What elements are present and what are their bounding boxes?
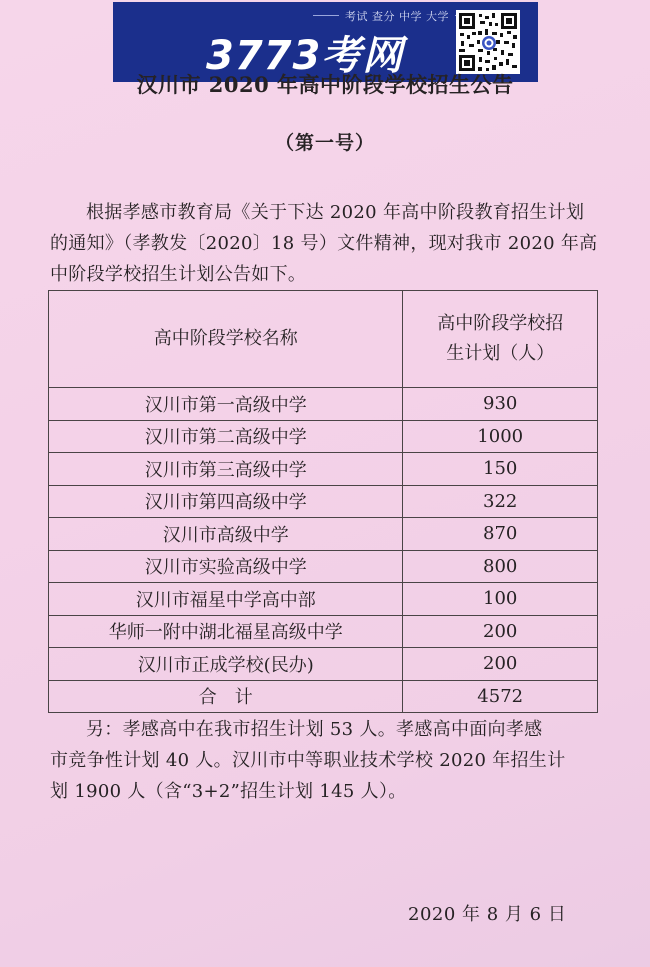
qr-code-icon [456, 10, 520, 74]
table-row [49, 648, 598, 681]
school-name-cell: 汉川市实验高级中学 [49, 550, 403, 583]
header-plan-count [403, 291, 598, 388]
note-line: 市竞争性计划 40 人。汉川市中等职业技术学校 2020 年招生计 [50, 750, 566, 771]
header-school-name: 高中阶段学校名称 [49, 291, 403, 388]
header-plan-count-text: 高中阶段学校招生计划（人） [437, 313, 564, 364]
intro-line: 中阶段学校招生计划公告如下。 [50, 264, 307, 285]
school-name-cell: 汉川市第一高级中学 [49, 388, 403, 421]
school-name-cell: 汉川市正成学校(民办) [49, 648, 403, 681]
table-total-row [49, 680, 598, 713]
plan-count-cell: 870 [403, 518, 598, 551]
plan-count-cell: 150 [403, 453, 598, 486]
plan-count-cell: 800 [403, 550, 598, 583]
plan-count-cell: 200 [403, 648, 598, 681]
school-name-cell: 汉川市第四高级中学 [49, 485, 403, 518]
total-value-cell: 4572 [403, 680, 598, 713]
intro-paragraph [50, 197, 610, 290]
table-row [49, 583, 598, 616]
note-line: 划 1900 人（含“3+2”招生计划 145 人）。 [50, 781, 407, 802]
document-subtitle: （第一号） [274, 132, 375, 154]
intro-line: 根据孝感市教育局《关于下达 2020 年高中阶段教育招生计划 [86, 202, 585, 223]
school-name-cell: 汉川市福星中学高中部 [49, 583, 403, 616]
note-line: 另：孝感高中在我市招生计划 53 人。孝感高中面向孝感 [86, 719, 543, 740]
intro-line: 的通知》（孝教发〔2020〕18 号）文件精神，现对我市 2020 年高 [50, 233, 598, 254]
plan-count-cell: 1000 [403, 420, 598, 453]
total-label-cell: 合 计 [49, 680, 403, 713]
note-paragraph [50, 714, 610, 807]
table-row [49, 485, 598, 518]
school-name-cell: 华师一附中湖北福星高级中学 [49, 615, 403, 648]
table-row [49, 615, 598, 648]
banner-tagline: 考试 查分 中学 大学 [345, 10, 449, 23]
site-logo[interactable]: 3773考网 [206, 33, 404, 79]
school-name-cell: 汉川市第二高级中学 [49, 420, 403, 453]
table-row [49, 550, 598, 583]
plan-count-cell: 200 [403, 615, 598, 648]
document-title: 汉川市 2020 年高中阶段学校招生公告 [136, 72, 514, 97]
document-date: 2020 年 8 月 6 日 [408, 904, 567, 925]
plan-count-cell: 100 [403, 583, 598, 616]
school-name-cell: 汉川市高级中学 [49, 518, 403, 551]
school-name-cell: 汉川市第三高级中学 [49, 453, 403, 486]
enrollment-plan-table [48, 290, 598, 713]
plan-count-cell: 930 [403, 388, 598, 421]
table-row [49, 420, 598, 453]
table-row [49, 518, 598, 551]
table-row [49, 388, 598, 421]
plan-count-cell: 322 [403, 485, 598, 518]
table-header-row [49, 291, 598, 388]
table-row [49, 453, 598, 486]
